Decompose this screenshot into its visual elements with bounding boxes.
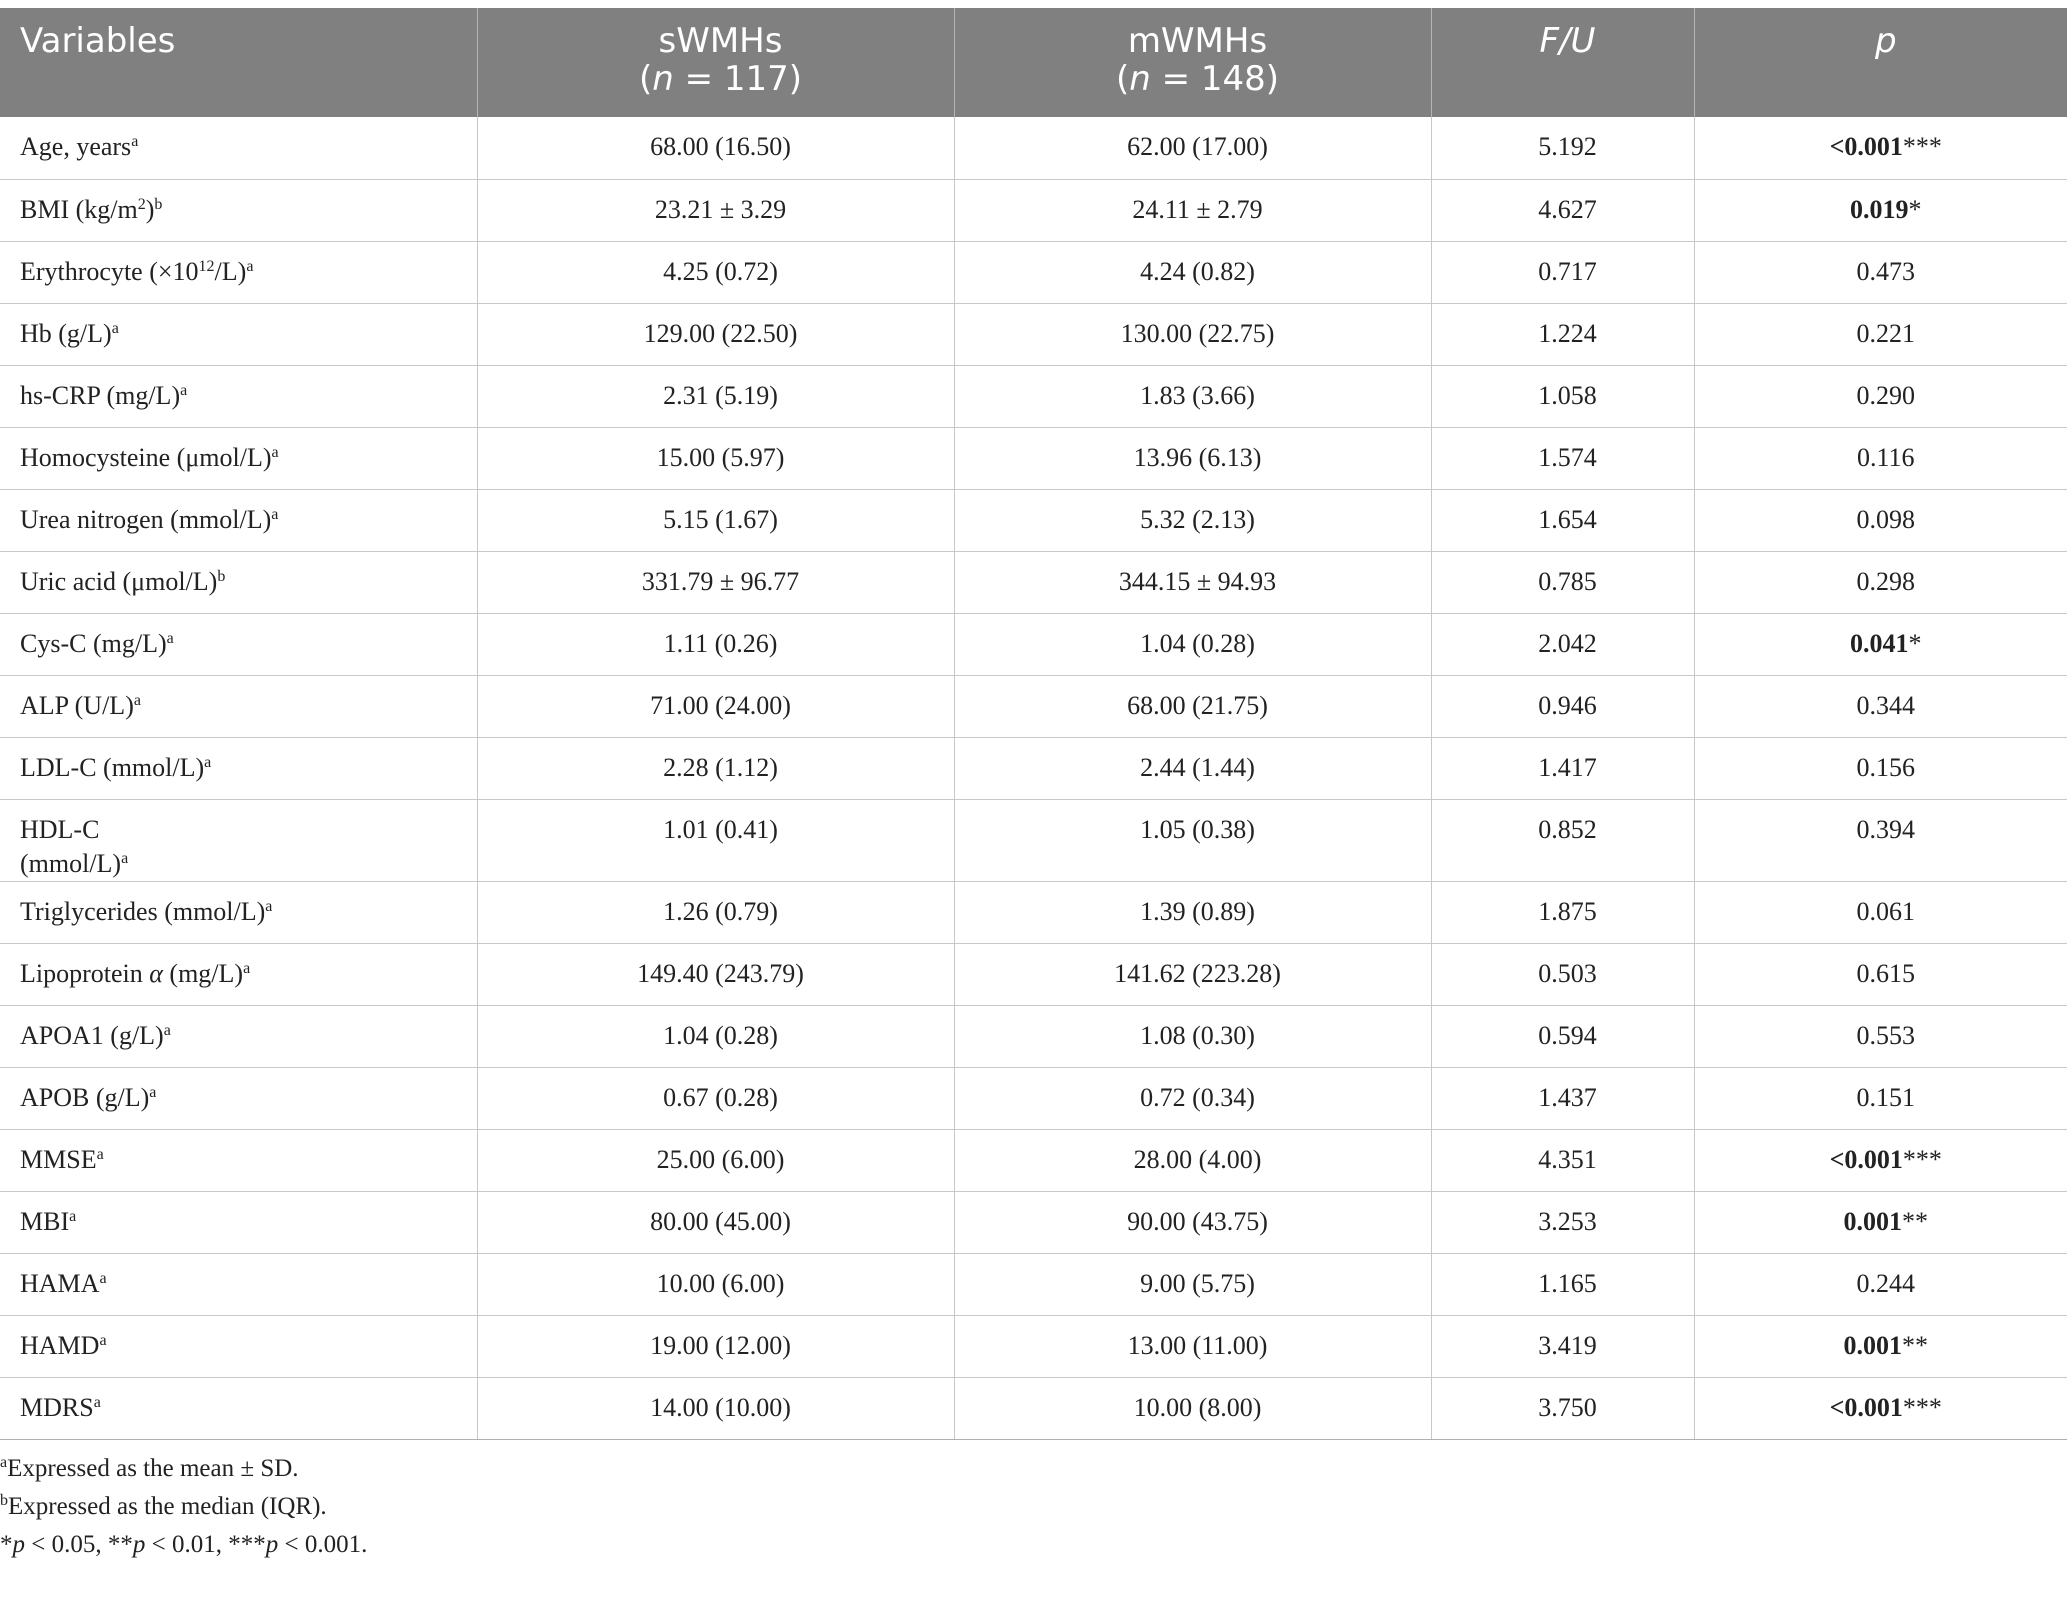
cell-swmhs: 5.15 (1.67) — [477, 489, 954, 551]
footnote-marker: a — [246, 257, 254, 275]
cell-variable — [0, 1067, 477, 1129]
cell-p — [1694, 1377, 2067, 1439]
cell-f-u: 1.165 — [1431, 1253, 1694, 1315]
header-mwmhs-n: = 148) — [1150, 59, 1280, 99]
cell-swmhs: 149.40 (243.79) — [477, 943, 954, 1005]
cell-f-u: 3.750 — [1431, 1377, 1694, 1439]
p-value: 0.116 — [1856, 442, 1915, 472]
variable-label-tail: (mg/L) — [162, 958, 244, 988]
footnote-marker: a — [166, 629, 174, 647]
variable-label: MDRS — [20, 1392, 94, 1422]
cell-p — [1694, 427, 2067, 489]
cell-mwmhs: 344.15 ± 94.93 — [954, 551, 1431, 613]
cell-variable — [0, 1129, 477, 1191]
cell-f-u: 1.417 — [1431, 737, 1694, 799]
cell-mwmhs: 130.00 (22.75) — [954, 303, 1431, 365]
cell-variable — [0, 1315, 477, 1377]
p-value: 0.244 — [1856, 1268, 1915, 1298]
variable-label: BMI (kg/m — [20, 194, 138, 224]
cell-p — [1694, 1191, 2067, 1253]
cell-variable — [0, 365, 477, 427]
header-swmhs-name: sWMHs — [658, 21, 783, 61]
p-value: 0.156 — [1856, 752, 1915, 782]
table-row — [0, 1067, 2067, 1129]
header-mwmhs-n-prefix: ( — [1115, 59, 1130, 99]
cell-p — [1694, 881, 2067, 943]
cell-swmhs: 4.25 (0.72) — [477, 241, 954, 303]
variable-label: Lipoprotein — [20, 958, 150, 988]
footnote-marker: a — [243, 959, 251, 977]
variable-label: HAMD — [20, 1330, 100, 1360]
cell-variable — [0, 1005, 477, 1067]
variable-label: Triglycerides (mmol/L) — [20, 896, 266, 926]
cell-mwmhs: 141.62 (223.28) — [954, 943, 1431, 1005]
cell-swmhs: 23.21 ± 3.29 — [477, 179, 954, 241]
significance-stars: * — [1908, 194, 1922, 224]
cell-f-u: 5.192 — [1431, 117, 1694, 179]
header-swmhs-n-var: n — [652, 59, 674, 99]
table-row — [0, 613, 2067, 675]
cell-variable — [0, 943, 477, 1005]
footnote-marker: a — [271, 505, 279, 523]
table-row — [0, 241, 2067, 303]
cell-mwmhs: 13.96 (6.13) — [954, 427, 1431, 489]
cell-f-u: 4.627 — [1431, 179, 1694, 241]
header-swmhs-n: = 117) — [673, 59, 803, 99]
cell-p — [1694, 943, 2067, 1005]
cell-variable — [0, 881, 477, 943]
footnote-a — [0, 1450, 2067, 1488]
cell-p — [1694, 489, 2067, 551]
cell-swmhs: 129.00 (22.50) — [477, 303, 954, 365]
significance-stars: *** — [1902, 1392, 1942, 1422]
table-row — [0, 943, 2067, 1005]
footnote-significance — [0, 1526, 2067, 1564]
p-value: 0.019 — [1850, 194, 1909, 224]
p-value: 0.473 — [1856, 256, 1915, 286]
cell-swmhs: 1.01 (0.41) — [477, 799, 954, 881]
footnote-marker: b — [154, 195, 163, 213]
table-row — [0, 1129, 2067, 1191]
cell-mwmhs: 1.83 (3.66) — [954, 365, 1431, 427]
cell-swmhs: 331.79 ± 96.77 — [477, 551, 954, 613]
footnote-marker: a — [204, 753, 212, 771]
header-p — [1694, 8, 2067, 117]
cell-variable — [0, 241, 477, 303]
table-row — [0, 365, 2067, 427]
table-header — [0, 8, 2067, 117]
p-value: 0.298 — [1856, 566, 1915, 596]
footnote-marker: a — [265, 897, 273, 915]
header-f-u-label: F/U — [1539, 21, 1596, 61]
footnote-marker: a — [163, 1021, 171, 1039]
p-value: 0.098 — [1856, 504, 1915, 534]
cell-swmhs: 71.00 (24.00) — [477, 675, 954, 737]
p-value: 0.553 — [1856, 1020, 1915, 1050]
cell-mwmhs: 28.00 (4.00) — [954, 1129, 1431, 1191]
cell-p — [1694, 737, 2067, 799]
variable-label-italic: α — [149, 958, 163, 988]
cell-mwmhs: 24.11 ± 2.79 — [954, 179, 1431, 241]
cell-swmhs: 14.00 (10.00) — [477, 1377, 954, 1439]
results-table — [0, 8, 2067, 1440]
footnote-marker: a — [180, 381, 188, 399]
footnotes — [0, 1450, 2067, 1564]
cell-swmhs: 1.26 (0.79) — [477, 881, 954, 943]
cell-f-u: 1.574 — [1431, 427, 1694, 489]
cell-p — [1694, 303, 2067, 365]
cell-variable — [0, 675, 477, 737]
footnote-b-text: Expressed as the median (IQR). — [8, 1492, 327, 1520]
table-row — [0, 675, 2067, 737]
table-row — [0, 881, 2067, 943]
cell-p — [1694, 365, 2067, 427]
p-value: 0.615 — [1856, 958, 1915, 988]
p-value: 0.001 — [1843, 1206, 1902, 1236]
p-value: 0.290 — [1856, 380, 1915, 410]
variable-label: MBI — [20, 1206, 70, 1236]
cell-p — [1694, 117, 2067, 179]
cell-f-u: 1.224 — [1431, 303, 1694, 365]
cell-swmhs: 15.00 (5.97) — [477, 427, 954, 489]
cell-f-u: 0.717 — [1431, 241, 1694, 303]
table-row — [0, 489, 2067, 551]
variable-label: Age, years — [20, 132, 132, 161]
variable-label: HAMA — [20, 1268, 100, 1298]
cell-mwmhs: 62.00 (17.00) — [954, 117, 1431, 179]
cell-f-u: 1.058 — [1431, 365, 1694, 427]
cell-variable — [0, 737, 477, 799]
cell-p — [1694, 1005, 2067, 1067]
cell-f-u: 0.594 — [1431, 1005, 1694, 1067]
cell-p — [1694, 613, 2067, 675]
table-row — [0, 303, 2067, 365]
variable-label: MMSE — [20, 1144, 97, 1174]
sig-text-1: < 0.05, ** — [25, 1530, 133, 1558]
header-row — [0, 8, 2067, 117]
footnote-marker: a — [121, 849, 129, 867]
cell-variable — [0, 551, 477, 613]
cell-f-u: 0.946 — [1431, 675, 1694, 737]
cell-mwmhs: 68.00 (21.75) — [954, 675, 1431, 737]
variable-label-line2: (mmol/L) — [20, 848, 122, 878]
footnote-marker: b — [217, 567, 226, 585]
cell-mwmhs: 13.00 (11.00) — [954, 1315, 1431, 1377]
cell-variable — [0, 179, 477, 241]
cell-mwmhs: 10.00 (8.00) — [954, 1377, 1431, 1439]
cell-mwmhs: 1.39 (0.89) — [954, 881, 1431, 943]
cell-swmhs: 0.67 (0.28) — [477, 1067, 954, 1129]
significance-stars: ** — [1902, 1206, 1928, 1236]
cell-f-u: 0.852 — [1431, 799, 1694, 881]
cell-p — [1694, 241, 2067, 303]
cell-variable — [0, 303, 477, 365]
cell-mwmhs: 9.00 (5.75) — [954, 1253, 1431, 1315]
p-value: 0.151 — [1856, 1082, 1915, 1112]
cell-f-u: 0.785 — [1431, 551, 1694, 613]
table-row — [0, 117, 2067, 179]
header-f-u — [1431, 8, 1694, 117]
significance-stars: *** — [1902, 132, 1942, 161]
p-value: 0.001 — [1843, 1330, 1902, 1360]
table-row — [0, 799, 2067, 881]
cell-variable — [0, 1377, 477, 1439]
table-row — [0, 1315, 2067, 1377]
variable-label-tail: /L) — [214, 256, 247, 286]
header-swmhs-n-prefix: ( — [638, 59, 653, 99]
table-row — [0, 1377, 2067, 1439]
variable-label: Urea nitrogen (mmol/L) — [20, 504, 272, 534]
cell-mwmhs: 1.08 (0.30) — [954, 1005, 1431, 1067]
cell-mwmhs: 4.24 (0.82) — [954, 241, 1431, 303]
table-body — [0, 117, 2067, 1439]
cell-p — [1694, 551, 2067, 613]
footnote-marker: a — [96, 1145, 104, 1163]
footnote-marker: a — [99, 1331, 107, 1349]
significance-stars: ** — [1902, 1330, 1928, 1360]
cell-mwmhs: 5.32 (2.13) — [954, 489, 1431, 551]
cell-mwmhs: 0.72 (0.34) — [954, 1067, 1431, 1129]
variable-label: APOB (g/L) — [20, 1082, 150, 1112]
cell-variable — [0, 613, 477, 675]
cell-swmhs: 1.11 (0.26) — [477, 613, 954, 675]
variable-unit-exponent: 2 — [137, 195, 146, 213]
cell-p — [1694, 1067, 2067, 1129]
variable-label: ALP (U/L) — [20, 690, 134, 720]
table-row — [0, 1253, 2067, 1315]
header-swmhs — [477, 8, 954, 117]
footnote-marker: a — [99, 1269, 107, 1287]
footnote-marker: a — [111, 319, 119, 337]
header-variables: Variables — [0, 8, 477, 117]
cell-swmhs: 68.00 (16.50) — [477, 117, 954, 179]
variable-label: Homocysteine (μmol/L) — [20, 442, 272, 472]
table-row — [0, 427, 2067, 489]
footnote-marker: a — [93, 1393, 101, 1411]
cell-variable — [0, 799, 477, 881]
footnote-a-text: Expressed as the mean ± SD. — [7, 1454, 299, 1482]
cell-variable — [0, 117, 477, 179]
cell-mwmhs: 2.44 (1.44) — [954, 737, 1431, 799]
p-value: 0.394 — [1856, 814, 1915, 844]
variable-label: hs-CRP (mg/L) — [20, 380, 181, 410]
cell-mwmhs: 1.05 (0.38) — [954, 799, 1431, 881]
cell-p — [1694, 179, 2067, 241]
header-p-label: p — [1874, 21, 1897, 61]
table-row — [0, 551, 2067, 613]
table-row — [0, 737, 2067, 799]
p-value: <0.001 — [1829, 1144, 1903, 1174]
p-value: 0.041 — [1850, 628, 1909, 658]
variable-label: HDL-C — [20, 814, 100, 844]
variable-label: Cys-C (mg/L) — [20, 628, 167, 658]
sig-p-3: p — [265, 1530, 279, 1558]
variable-label: Uric acid (μmol/L) — [20, 566, 218, 596]
cell-variable — [0, 427, 477, 489]
sig-p-2: p — [132, 1530, 146, 1558]
sig-p-1: p — [12, 1530, 25, 1558]
cell-f-u: 2.042 — [1431, 613, 1694, 675]
cell-swmhs: 2.31 (5.19) — [477, 365, 954, 427]
cell-f-u: 3.253 — [1431, 1191, 1694, 1253]
cell-swmhs: 19.00 (12.00) — [477, 1315, 954, 1377]
footnote-a-mark: a — [0, 1453, 8, 1471]
p-value: <0.001 — [1829, 1392, 1903, 1422]
cell-variable — [0, 489, 477, 551]
header-mwmhs-n-var: n — [1129, 59, 1151, 99]
variable-label: APOA1 (g/L) — [20, 1020, 164, 1050]
sig-text-3: < 0.001. — [278, 1530, 368, 1558]
significance-stars: * — [1908, 628, 1922, 658]
cell-variable — [0, 1253, 477, 1315]
footnote-b-mark: b — [0, 1491, 8, 1509]
cell-f-u: 0.503 — [1431, 943, 1694, 1005]
cell-f-u: 4.351 — [1431, 1129, 1694, 1191]
footnote-marker: a — [271, 443, 279, 461]
cell-swmhs: 25.00 (6.00) — [477, 1129, 954, 1191]
cell-f-u: 1.654 — [1431, 489, 1694, 551]
cell-p — [1694, 1253, 2067, 1315]
variable-unit-exponent: 12 — [198, 257, 215, 275]
footnote-marker: a — [133, 691, 141, 709]
variable-label: LDL-C (mmol/L) — [20, 752, 205, 782]
cell-mwmhs: 1.04 (0.28) — [954, 613, 1431, 675]
p-value: 0.221 — [1856, 318, 1915, 348]
footnote-marker: a — [131, 133, 139, 150]
table-container — [0, 8, 2067, 1564]
cell-f-u: 3.419 — [1431, 1315, 1694, 1377]
cell-p — [1694, 675, 2067, 737]
sig-star-1: * — [0, 1530, 13, 1558]
cell-f-u: 1.437 — [1431, 1067, 1694, 1129]
variable-label: Hb (g/L) — [20, 318, 112, 348]
header-mwmhs-name: mWMHs — [1127, 21, 1268, 61]
cell-p — [1694, 799, 2067, 881]
sig-text-2: < 0.01, *** — [145, 1530, 266, 1558]
footnote-b — [0, 1488, 2067, 1526]
footnote-marker: a — [69, 1207, 77, 1225]
cell-p — [1694, 1129, 2067, 1191]
footnote-marker: a — [149, 1083, 157, 1101]
table-row — [0, 1191, 2067, 1253]
header-mwmhs — [954, 8, 1431, 117]
cell-variable — [0, 1191, 477, 1253]
cell-swmhs: 1.04 (0.28) — [477, 1005, 954, 1067]
cell-f-u: 1.875 — [1431, 881, 1694, 943]
cell-swmhs: 10.00 (6.00) — [477, 1253, 954, 1315]
cell-p — [1694, 1315, 2067, 1377]
p-value: 0.061 — [1856, 896, 1915, 926]
variable-label: Erythrocyte (×10 — [20, 256, 199, 286]
p-value: 0.344 — [1856, 690, 1915, 720]
p-value: <0.001 — [1829, 132, 1903, 161]
cell-swmhs: 80.00 (45.00) — [477, 1191, 954, 1253]
cell-mwmhs: 90.00 (43.75) — [954, 1191, 1431, 1253]
variable-label-tail: ) — [145, 194, 155, 224]
table-row — [0, 179, 2067, 241]
significance-stars: *** — [1902, 1144, 1942, 1174]
cell-swmhs: 2.28 (1.12) — [477, 737, 954, 799]
table-row — [0, 1005, 2067, 1067]
